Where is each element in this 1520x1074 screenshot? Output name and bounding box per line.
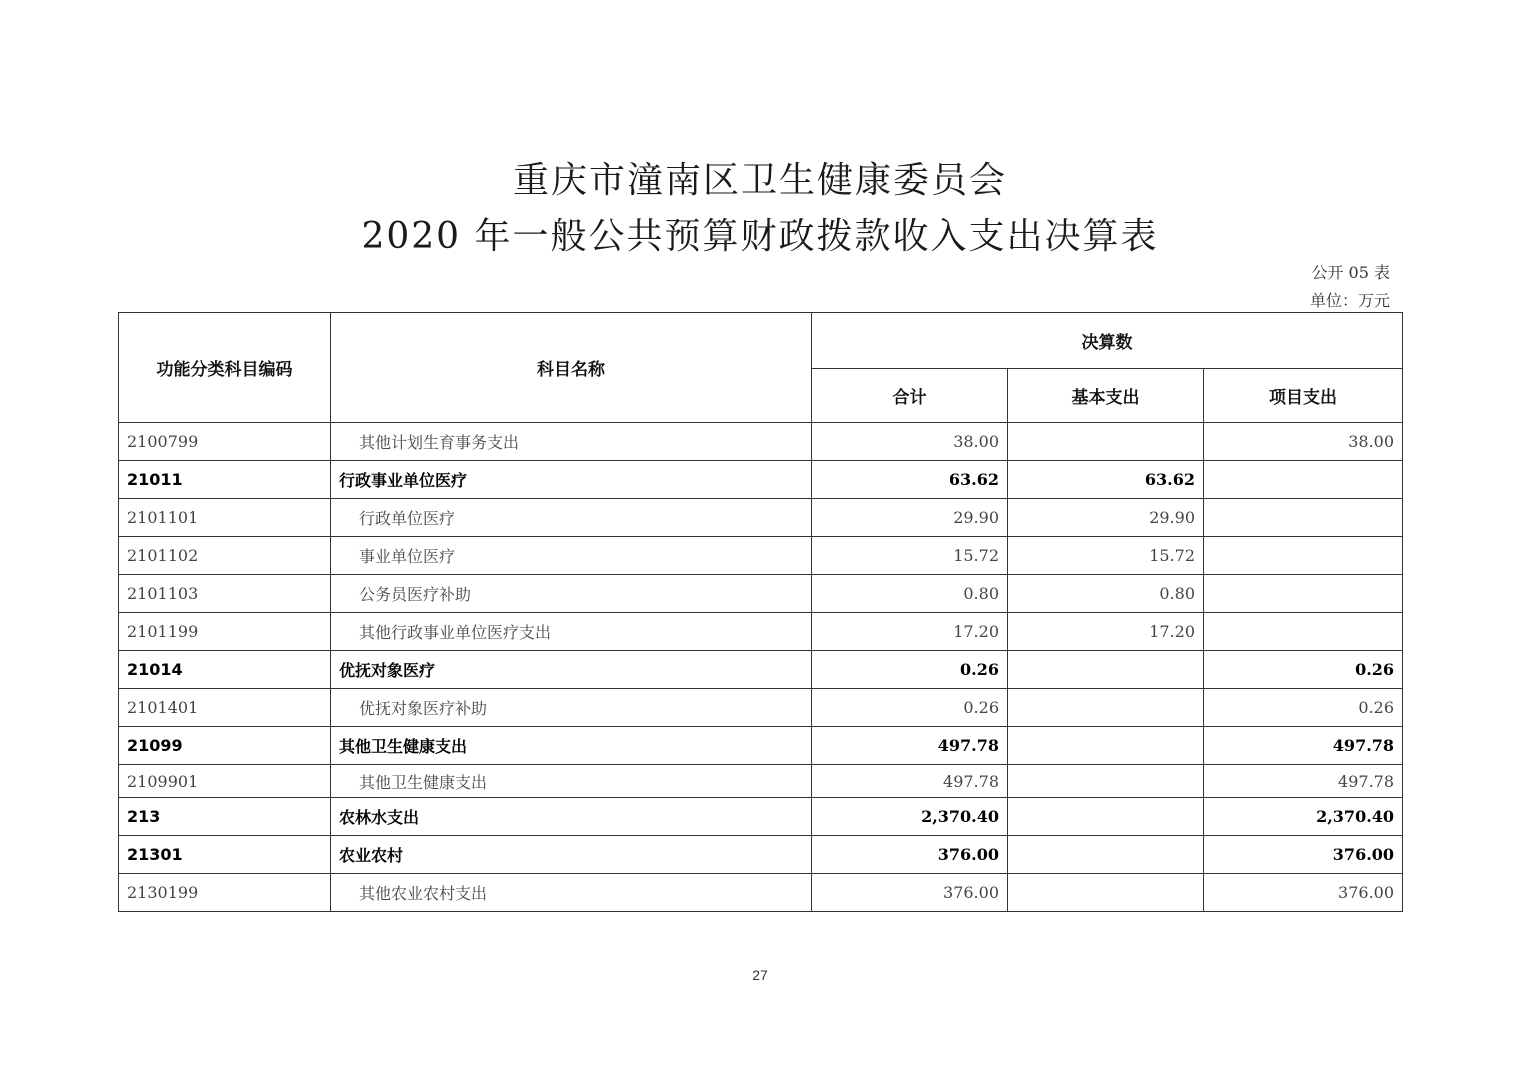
cell-project: 376.00 [1204, 836, 1403, 874]
cell-code: 2101199 [119, 613, 331, 651]
table-row [119, 537, 1403, 575]
cell-total: 497.78 [812, 727, 1008, 765]
table-row [119, 874, 1403, 912]
cell-name: 行政单位医疗 [331, 499, 812, 537]
cell-code: 21014 [119, 651, 331, 689]
cell-code: 213 [119, 798, 331, 836]
table-row [119, 575, 1403, 613]
cell-code: 2109901 [119, 765, 331, 798]
cell-code: 2101103 [119, 575, 331, 613]
table-row [119, 613, 1403, 651]
unit-label: 单位：万元 [1309, 291, 1390, 310]
cell-basic [1008, 727, 1204, 765]
cell-total: 376.00 [812, 836, 1008, 874]
cell-basic: 15.72 [1008, 537, 1204, 575]
cell-basic [1008, 651, 1204, 689]
cell-project: 497.78 [1204, 727, 1403, 765]
table-row [119, 727, 1403, 765]
header-total: 合计 [812, 369, 1008, 423]
cell-project: 497.78 [1204, 765, 1403, 798]
cell-name: 其他农业农村支出 [331, 874, 812, 912]
cell-project: 0.26 [1204, 651, 1403, 689]
cell-project [1204, 499, 1403, 537]
cell-code: 2100799 [119, 423, 331, 461]
page-number: 27 [752, 967, 768, 983]
cell-name: 其他行政事业单位医疗支出 [331, 613, 812, 651]
header-code: 功能分类科目编码 [119, 313, 331, 423]
cell-name: 优抚对象医疗 [331, 651, 812, 689]
cell-code: 21099 [119, 727, 331, 765]
form-number: 公开 05 表 [1311, 263, 1390, 282]
cell-code: 21011 [119, 461, 331, 499]
cell-name: 其他计划生育事务支出 [331, 423, 812, 461]
cell-basic [1008, 689, 1204, 727]
cell-name: 农林水支出 [331, 798, 812, 836]
cell-total: 376.00 [812, 874, 1008, 912]
cell-total: 497.78 [812, 765, 1008, 798]
cell-basic: 63.62 [1008, 461, 1204, 499]
cell-total: 38.00 [812, 423, 1008, 461]
cell-basic [1008, 423, 1204, 461]
cell-total: 29.90 [812, 499, 1008, 537]
cell-project: 2,370.40 [1204, 798, 1403, 836]
table-row [119, 689, 1403, 727]
cell-project [1204, 461, 1403, 499]
cell-total: 0.26 [812, 651, 1008, 689]
cell-basic: 29.90 [1008, 499, 1204, 537]
cell-code: 2130199 [119, 874, 331, 912]
cell-code: 2101101 [119, 499, 331, 537]
header-project: 项目支出 [1204, 369, 1403, 423]
header-row [119, 313, 1403, 369]
cell-project [1204, 613, 1403, 651]
cell-name: 事业单位医疗 [331, 537, 812, 575]
cell-basic [1008, 874, 1204, 912]
header-basic: 基本支出 [1008, 369, 1204, 423]
cell-basic [1008, 836, 1204, 874]
budget-table [118, 312, 1403, 912]
cell-project [1204, 575, 1403, 613]
cell-total: 17.20 [812, 613, 1008, 651]
cell-project: 0.26 [1204, 689, 1403, 727]
table-row [119, 651, 1403, 689]
cell-basic [1008, 765, 1204, 798]
cell-total: 2,370.40 [812, 798, 1008, 836]
cell-total: 0.26 [812, 689, 1008, 727]
cell-name: 其他卫生健康支出 [331, 727, 812, 765]
header-group: 决算数 [812, 313, 1403, 369]
cell-name: 农业农村 [331, 836, 812, 874]
cell-code: 2101401 [119, 689, 331, 727]
cell-code: 21301 [119, 836, 331, 874]
cell-code: 2101102 [119, 537, 331, 575]
cell-project [1204, 537, 1403, 575]
table-row [119, 798, 1403, 836]
cell-name: 行政事业单位医疗 [331, 461, 812, 499]
cell-basic: 0.80 [1008, 575, 1204, 613]
cell-basic: 17.20 [1008, 613, 1204, 651]
cell-total: 0.80 [812, 575, 1008, 613]
table-row [119, 423, 1403, 461]
table-row [119, 765, 1403, 798]
cell-total: 15.72 [812, 537, 1008, 575]
cell-name: 其他卫生健康支出 [331, 765, 812, 798]
cell-project: 376.00 [1204, 874, 1403, 912]
header-name: 科目名称 [331, 313, 812, 423]
cell-project: 38.00 [1204, 423, 1403, 461]
cell-total: 63.62 [812, 461, 1008, 499]
table-row [119, 836, 1403, 874]
cell-name: 优抚对象医疗补助 [331, 689, 812, 727]
table-row [119, 499, 1403, 537]
table-row [119, 461, 1403, 499]
page-title-line1: 重庆市潼南区卫生健康委员会 [512, 160, 1007, 201]
page-title-line2: 2020 年一般公共预算财政拨款收入支出决算表 [361, 216, 1159, 257]
cell-basic [1008, 798, 1204, 836]
cell-name: 公务员医疗补助 [331, 575, 812, 613]
